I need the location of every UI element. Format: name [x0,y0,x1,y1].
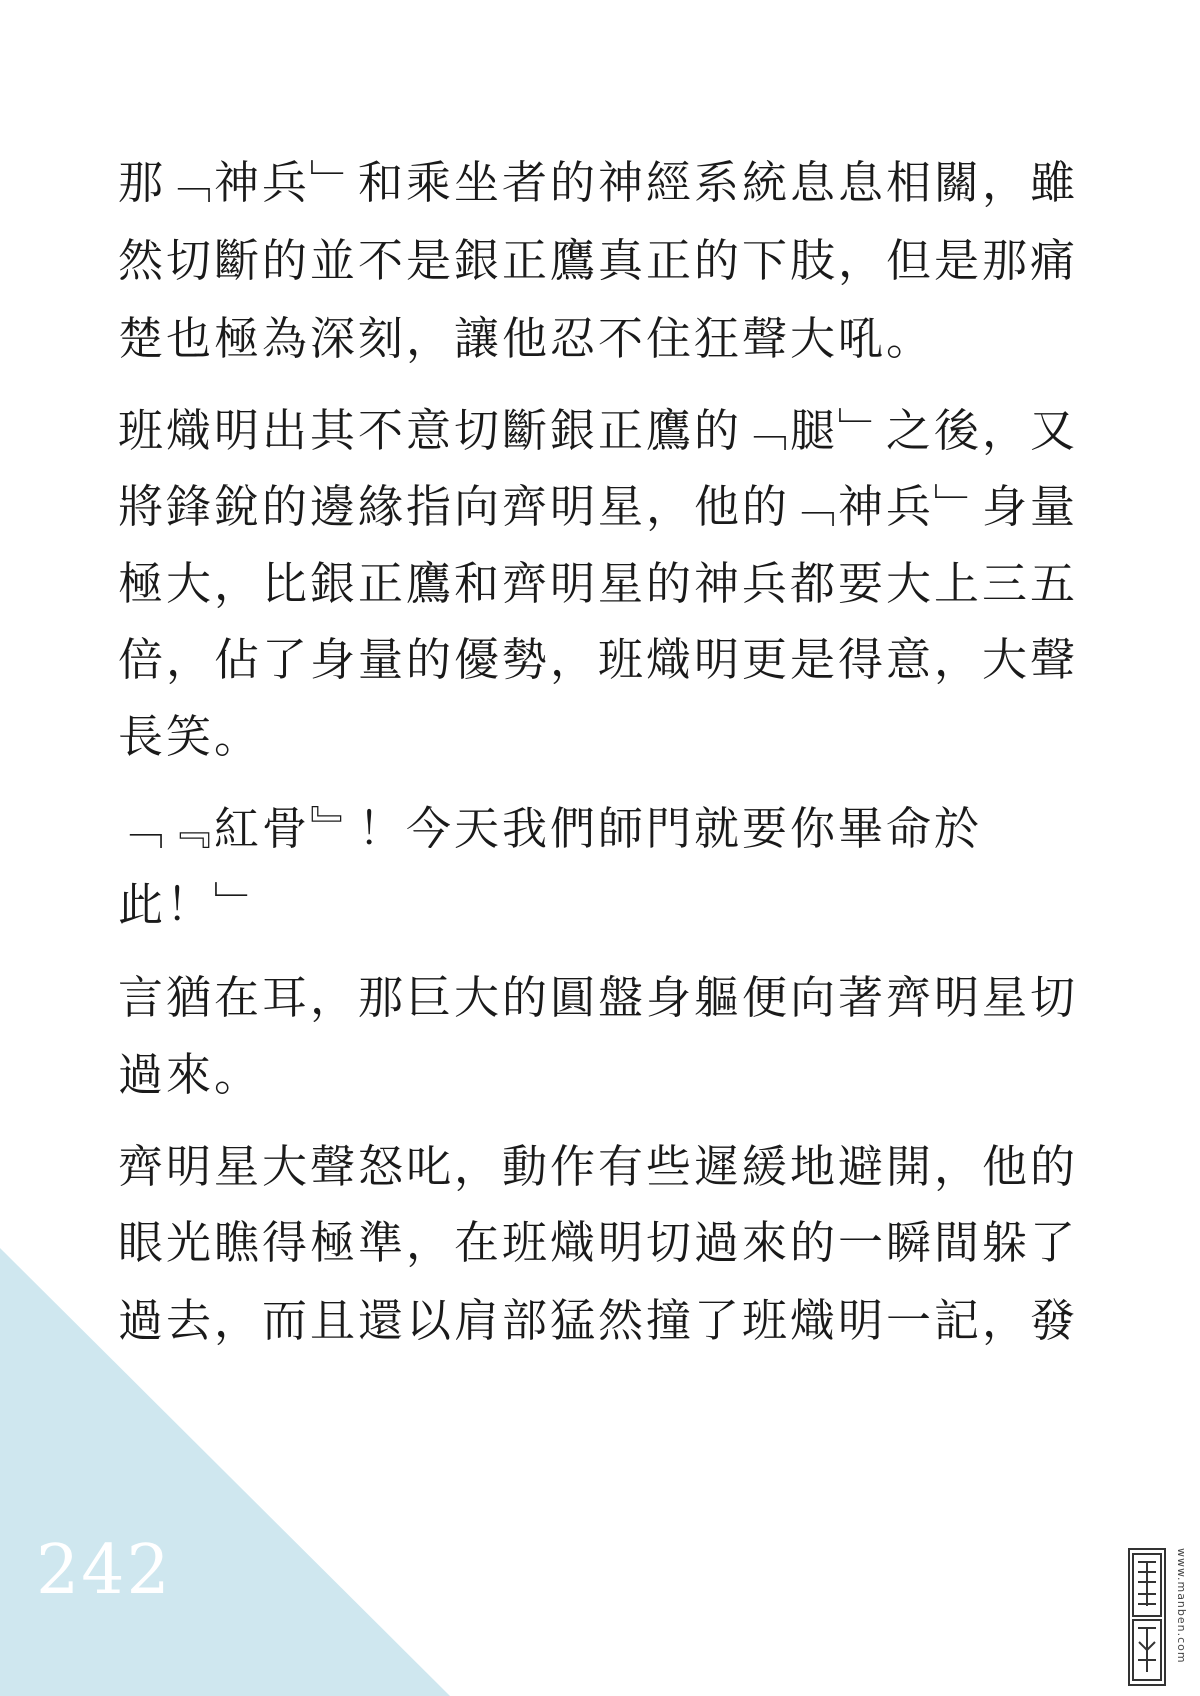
text-line: 那﹁神兵﹂和乘坐者的神經系統息息相關，雖 [118,156,1079,209]
text-line: ﹁﹃紅骨﹄！今天我們師門就要你畢命於 [118,802,983,855]
text-line: 齊明星大聲怒叱，動作有些遲緩地避開，他的 [118,1140,1079,1193]
text-line: 倍，佔了身量的優勢，班熾明更是得意，大聲 [118,633,1079,686]
page-number: 242 [36,1531,172,1610]
text-line: 長笑。 [118,710,263,763]
text-line: 然切斷的並不是銀正鷹真正的下肢，但是那痛 [118,234,1079,287]
text-line: 此！﹂ [118,878,263,931]
text-line: 班熾明出其不意切斷銀正鷹的﹁腿﹂之後，又 [118,404,1079,457]
text-line: 言猶在耳，那巨大的圓盤身軀便向著齊明星切 [118,971,1079,1024]
watermark-logo-icon [1128,1548,1166,1686]
text-line: 將鋒銳的邊緣指向齊明星，他的﹁神兵﹂身量 [118,480,1079,533]
text-line: 過去，而且還以肩部猛然撞了班熾明一記，發 [118,1294,1079,1347]
watermark-url: www.manben.com [1175,1548,1188,1664]
site-watermark [1128,1548,1190,1686]
text-line: 楚也極為深刻，讓他忍不住狂聲大吼。 [118,312,935,365]
text-line: 眼光瞧得極準，在班熾明切過來的一瞬間躲了 [118,1216,1079,1269]
text-line: 過來。 [118,1048,263,1101]
text-line: 極大，比銀正鷹和齊明星的神兵都要大上三五 [118,557,1079,610]
